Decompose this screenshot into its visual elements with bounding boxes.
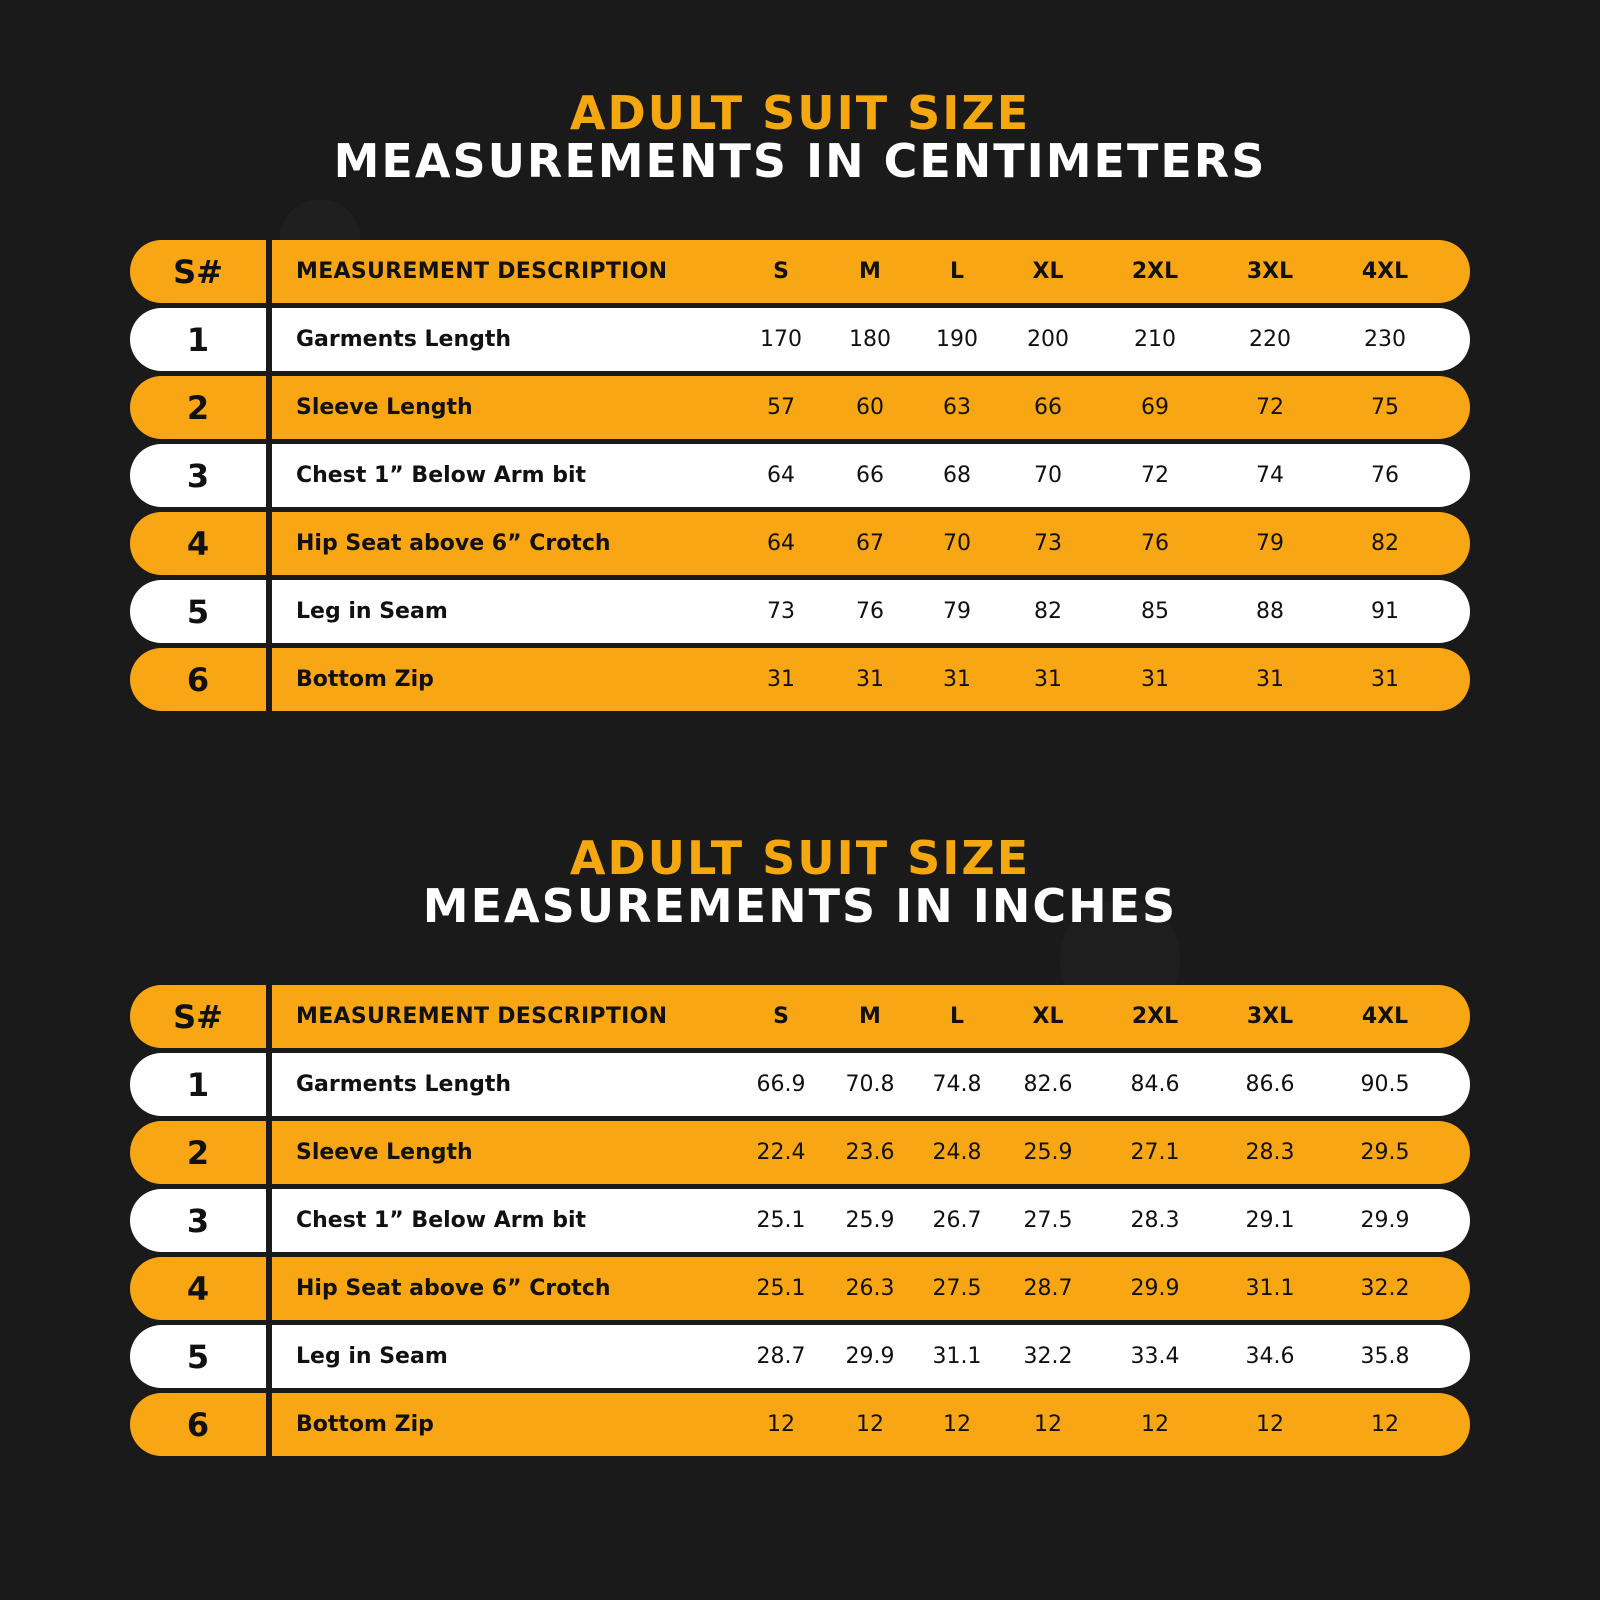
row-value-l: 68 xyxy=(943,463,971,488)
row-number: 5 xyxy=(186,592,210,631)
row-value-4xl: 75 xyxy=(1371,395,1399,420)
row-value-l: 190 xyxy=(936,327,978,352)
row-value-3xl: 74 xyxy=(1256,463,1284,488)
table-row xyxy=(130,308,1470,371)
row-value-3xl: 220 xyxy=(1249,327,1291,352)
header-description: MEASUREMENT DESCRIPTION xyxy=(296,1004,668,1029)
row-value-xl: 200 xyxy=(1027,327,1069,352)
row-value-4xl: 91 xyxy=(1371,599,1399,624)
header-size-3xl: 3XL xyxy=(1246,1004,1294,1029)
table-row xyxy=(130,1121,1470,1184)
row-value-m: 31 xyxy=(856,667,884,692)
header-size-s: S xyxy=(773,1004,789,1029)
row-value-3xl: 28.3 xyxy=(1245,1140,1295,1165)
row-value-l: 31.1 xyxy=(932,1344,982,1369)
row-value-s: 73 xyxy=(767,599,795,624)
row-value-l: 31 xyxy=(943,667,971,692)
row-value-m: 60 xyxy=(856,395,884,420)
row-value-m: 76 xyxy=(856,599,884,624)
row-value-s: 66.9 xyxy=(756,1072,806,1097)
row-value-s: 25.1 xyxy=(756,1208,806,1233)
column-divider xyxy=(266,577,272,646)
row-value-2xl: 84.6 xyxy=(1130,1072,1180,1097)
row-value-4xl: 90.5 xyxy=(1360,1072,1410,1097)
row-value-s: 64 xyxy=(767,531,795,556)
row-number: 2 xyxy=(186,388,210,427)
row-value-xl: 12 xyxy=(1034,1412,1062,1437)
table-row xyxy=(130,1393,1470,1456)
header-size-s: S xyxy=(773,259,789,284)
row-value-l: 70 xyxy=(943,531,971,556)
row-value-l: 63 xyxy=(943,395,971,420)
column-divider xyxy=(266,1390,272,1459)
column-divider xyxy=(266,373,272,442)
row-value-xl: 82.6 xyxy=(1023,1072,1073,1097)
header-size-m: M xyxy=(859,259,881,284)
row-description: Hip Seat above 6” Crotch xyxy=(296,1276,611,1301)
row-description: Garments Length xyxy=(296,1072,512,1097)
row-number: 6 xyxy=(186,660,210,699)
row-value-l: 24.8 xyxy=(932,1140,982,1165)
row-description: Sleeve Length xyxy=(296,1140,473,1165)
row-number: 4 xyxy=(186,1269,210,1308)
column-divider xyxy=(266,1050,272,1119)
row-number: 5 xyxy=(186,1337,210,1376)
row-value-l: 74.8 xyxy=(932,1072,982,1097)
table-row xyxy=(130,1325,1470,1388)
row-description: Hip Seat above 6” Crotch xyxy=(296,531,611,556)
column-divider xyxy=(266,305,272,374)
table-row xyxy=(130,580,1470,643)
row-value-2xl: 12 xyxy=(1141,1412,1169,1437)
row-description: Leg in Seam xyxy=(296,599,448,624)
row-description: Garments Length xyxy=(296,327,512,352)
row-value-4xl: 76 xyxy=(1371,463,1399,488)
row-value-xl: 25.9 xyxy=(1023,1140,1073,1165)
row-value-xl: 73 xyxy=(1034,531,1062,556)
row-value-2xl: 210 xyxy=(1134,327,1176,352)
row-value-2xl: 69 xyxy=(1141,395,1169,420)
row-value-m: 180 xyxy=(849,327,891,352)
row-value-3xl: 31.1 xyxy=(1245,1276,1295,1301)
row-number: 2 xyxy=(186,1133,210,1172)
row-value-m: 70.8 xyxy=(845,1072,895,1097)
row-value-m: 67 xyxy=(856,531,884,556)
row-value-3xl: 31 xyxy=(1256,667,1284,692)
table-row xyxy=(130,376,1470,439)
row-value-4xl: 29.9 xyxy=(1360,1208,1410,1233)
row-value-3xl: 88 xyxy=(1256,599,1284,624)
row-value-s: 64 xyxy=(767,463,795,488)
header-description: MEASUREMENT DESCRIPTION xyxy=(296,259,668,284)
row-value-s: 12 xyxy=(767,1412,795,1437)
column-divider xyxy=(266,1254,272,1323)
row-value-2xl: 85 xyxy=(1141,599,1169,624)
table-row xyxy=(130,648,1470,711)
column-divider xyxy=(266,1186,272,1255)
row-value-xl: 82 xyxy=(1034,599,1062,624)
row-value-m: 25.9 xyxy=(845,1208,895,1233)
row-value-4xl: 82 xyxy=(1371,531,1399,556)
row-value-3xl: 34.6 xyxy=(1245,1344,1295,1369)
row-value-s: 31 xyxy=(767,667,795,692)
row-value-m: 12 xyxy=(856,1412,884,1437)
row-value-m: 26.3 xyxy=(845,1276,895,1301)
row-value-4xl: 12 xyxy=(1371,1412,1399,1437)
row-value-2xl: 33.4 xyxy=(1130,1344,1180,1369)
header-size-xl: XL xyxy=(1032,1004,1064,1029)
row-value-xl: 31 xyxy=(1034,667,1062,692)
table-row xyxy=(130,512,1470,575)
row-number: 6 xyxy=(186,1405,210,1444)
row-value-2xl: 76 xyxy=(1141,531,1169,556)
cm-title-bottom: MEASUREMENTS IN CENTIMETERS xyxy=(333,134,1267,188)
column-divider xyxy=(266,237,272,306)
column-divider xyxy=(266,441,272,510)
row-number: 3 xyxy=(186,456,210,495)
row-value-s: 22.4 xyxy=(756,1140,806,1165)
row-description: Leg in Seam xyxy=(296,1344,448,1369)
row-value-3xl: 72 xyxy=(1256,395,1284,420)
inches-title-top: ADULT SUIT SIZE xyxy=(569,831,1031,885)
row-value-xl: 66 xyxy=(1034,395,1062,420)
header-num: S# xyxy=(173,997,223,1036)
row-description: Chest 1” Below Arm bit xyxy=(296,1208,587,1233)
column-divider xyxy=(266,982,272,1051)
header-size-4xl: 4XL xyxy=(1361,259,1409,284)
row-value-s: 25.1 xyxy=(756,1276,806,1301)
row-value-s: 57 xyxy=(767,395,795,420)
row-value-s: 28.7 xyxy=(756,1344,806,1369)
row-value-4xl: 32.2 xyxy=(1360,1276,1410,1301)
row-value-l: 27.5 xyxy=(932,1276,982,1301)
row-description: Bottom Zip xyxy=(296,1412,434,1437)
row-value-4xl: 35.8 xyxy=(1360,1344,1410,1369)
table-header-row xyxy=(130,240,1470,303)
row-value-4xl: 31 xyxy=(1371,667,1399,692)
row-value-l: 26.7 xyxy=(932,1208,982,1233)
row-number: 3 xyxy=(186,1201,210,1240)
row-value-l: 79 xyxy=(943,599,971,624)
row-number: 1 xyxy=(186,1065,210,1104)
row-value-xl: 70 xyxy=(1034,463,1062,488)
row-value-3xl: 86.6 xyxy=(1245,1072,1295,1097)
table-row xyxy=(130,1257,1470,1320)
table-row xyxy=(130,444,1470,507)
row-value-3xl: 12 xyxy=(1256,1412,1284,1437)
table-row xyxy=(130,1189,1470,1252)
row-value-l: 12 xyxy=(943,1412,971,1437)
row-value-m: 66 xyxy=(856,463,884,488)
row-description: Chest 1” Below Arm bit xyxy=(296,463,587,488)
row-value-3xl: 29.1 xyxy=(1245,1208,1295,1233)
header-size-m: M xyxy=(859,1004,881,1029)
row-value-4xl: 29.5 xyxy=(1360,1140,1410,1165)
row-value-4xl: 230 xyxy=(1364,327,1406,352)
row-number: 1 xyxy=(186,320,210,359)
table-header-row xyxy=(130,985,1470,1048)
row-value-m: 23.6 xyxy=(845,1140,895,1165)
cm-title-top: ADULT SUIT SIZE xyxy=(569,86,1031,140)
row-value-2xl: 28.3 xyxy=(1130,1208,1180,1233)
row-value-s: 170 xyxy=(760,327,802,352)
row-value-2xl: 29.9 xyxy=(1130,1276,1180,1301)
table-row xyxy=(130,1053,1470,1116)
header-num: S# xyxy=(173,252,223,291)
header-size-l: L xyxy=(949,1004,965,1029)
cm-table xyxy=(130,240,1470,716)
inches-title-bottom: MEASUREMENTS IN INCHES xyxy=(422,879,1178,933)
row-value-3xl: 79 xyxy=(1256,531,1284,556)
row-value-2xl: 27.1 xyxy=(1130,1140,1180,1165)
row-number: 4 xyxy=(186,524,210,563)
row-description: Bottom Zip xyxy=(296,667,434,692)
header-size-2xl: 2XL xyxy=(1131,259,1179,284)
column-divider xyxy=(266,1118,272,1187)
header-size-xl: XL xyxy=(1032,259,1064,284)
column-divider xyxy=(266,509,272,578)
row-value-m: 29.9 xyxy=(845,1344,895,1369)
row-value-2xl: 31 xyxy=(1141,667,1169,692)
header-size-l: L xyxy=(949,259,965,284)
header-size-2xl: 2XL xyxy=(1131,1004,1179,1029)
column-divider xyxy=(266,645,272,714)
column-divider xyxy=(266,1322,272,1391)
row-value-2xl: 72 xyxy=(1141,463,1169,488)
header-size-4xl: 4XL xyxy=(1361,1004,1409,1029)
header-size-3xl: 3XL xyxy=(1246,259,1294,284)
inches-table xyxy=(130,985,1470,1461)
row-description: Sleeve Length xyxy=(296,395,473,420)
row-value-xl: 28.7 xyxy=(1023,1276,1073,1301)
row-value-xl: 27.5 xyxy=(1023,1208,1073,1233)
row-value-xl: 32.2 xyxy=(1023,1344,1073,1369)
